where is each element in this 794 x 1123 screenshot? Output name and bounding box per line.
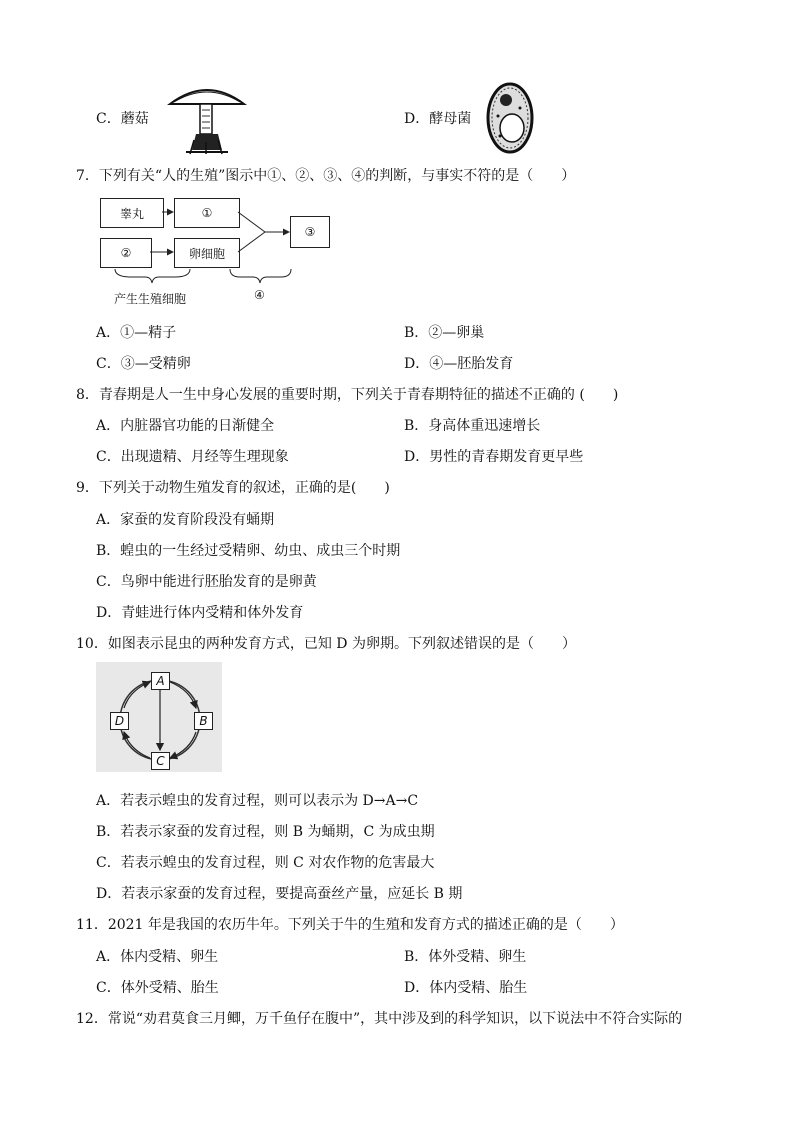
stage-d-box: D bbox=[110, 712, 129, 730]
q10-option-c: C．若表示蝗虫的发育过程，则 C 对农作物的危害最大 bbox=[96, 855, 435, 871]
mushroom-image bbox=[166, 80, 248, 158]
q11-option-c: C．体外受精、胎生 bbox=[96, 980, 219, 996]
produce-germ-cells-label: 产生生殖细胞 bbox=[114, 292, 187, 306]
q9-option-d: D．青蛙进行体内受精和体外发育 bbox=[96, 605, 304, 621]
q7-option-c: C．③—受精卵 bbox=[96, 356, 191, 372]
q6-option-d: D．酵母菌 bbox=[404, 111, 472, 127]
ovary-box: ② bbox=[100, 238, 152, 268]
q10-option-b: B．若表示家蚕的发育过程，则 B 为蛹期，C 为成虫期 bbox=[96, 824, 435, 840]
q11-option-a: A．体内受精、卵生 bbox=[96, 949, 219, 965]
q10-stem: 10．如图表示昆虫的两种发育方式，已知 D 为卵期。下列叙述错误的是（ ） bbox=[76, 636, 576, 652]
q10-option-a: A．若表示蝗虫的发育过程，则可以表示为 D→A→C bbox=[96, 793, 419, 809]
q7-option-d: D．④—胚胎发育 bbox=[404, 356, 514, 372]
zygote-box: ③ bbox=[290, 216, 330, 248]
q12-stem: 12．常说“劝君莫食三月鲫，万千鱼仔在腹中”，其中涉及到的科学知识，以下说法中不符合实际的 bbox=[76, 1011, 683, 1027]
q7-option-a: A．①—精子 bbox=[96, 325, 177, 341]
yeast-cell-image bbox=[484, 80, 536, 156]
q10-option-d: D．若表示家蚕的发育过程，要提高蚕丝产量，应延长 B 期 bbox=[96, 886, 463, 902]
q8-option-d: D．男性的青春期发育更早些 bbox=[404, 449, 584, 465]
q11-option-d: D．体内受精、胎生 bbox=[404, 980, 528, 996]
q7-option-b: B．②—卵巢 bbox=[404, 325, 485, 341]
q8-option-a: A．内脏器官功能的日渐健全 bbox=[96, 418, 275, 434]
q9-stem: 9．下列关于动物生殖发育的叙述，正确的是( ) bbox=[76, 480, 390, 496]
q7-stem: 7．下列有关“人的生殖”图示中①、②、③、④的判断，与事实不符的是（ ） bbox=[76, 168, 576, 184]
q8-option-c: C．出现遗精、月经等生理现象 bbox=[96, 449, 289, 465]
insect-cycle-diagram bbox=[96, 662, 222, 772]
stage-c-box: C bbox=[151, 752, 170, 770]
q11-option-b: B．体外受精、卵生 bbox=[404, 949, 527, 965]
embryo-development-label: ④ bbox=[254, 288, 265, 302]
reproduction-diagram-lines bbox=[95, 195, 345, 285]
sperm-box: ① bbox=[174, 198, 240, 228]
stage-a-box: A bbox=[151, 672, 170, 690]
stage-b-box: B bbox=[194, 712, 213, 730]
testis-box: 睾丸 bbox=[100, 198, 164, 228]
q11-stem: 11．2021 年是我国的农历牛年。下列关于牛的生殖和发育方式的描述正确的是（ ） bbox=[76, 917, 624, 933]
q9-option-b: B．蝗虫的一生经过受精卵、幼虫、成虫三个时期 bbox=[96, 543, 401, 559]
q9-option-a: A．家蚕的发育阶段没有蛹期 bbox=[96, 512, 275, 528]
q8-option-b: B．身高体重迅速增长 bbox=[404, 418, 541, 434]
q9-option-c: C．鸟卵中能进行胚胎发育的是卵黄 bbox=[96, 574, 317, 590]
q8-stem: 8．青春期是人一生中身心发展的重要时期，下列关于青春期特征的描述不正确的 ( ) bbox=[76, 387, 619, 403]
egg-cell-box: 卵细胞 bbox=[174, 238, 240, 268]
q6-option-c: C．蘑菇 bbox=[96, 111, 149, 127]
